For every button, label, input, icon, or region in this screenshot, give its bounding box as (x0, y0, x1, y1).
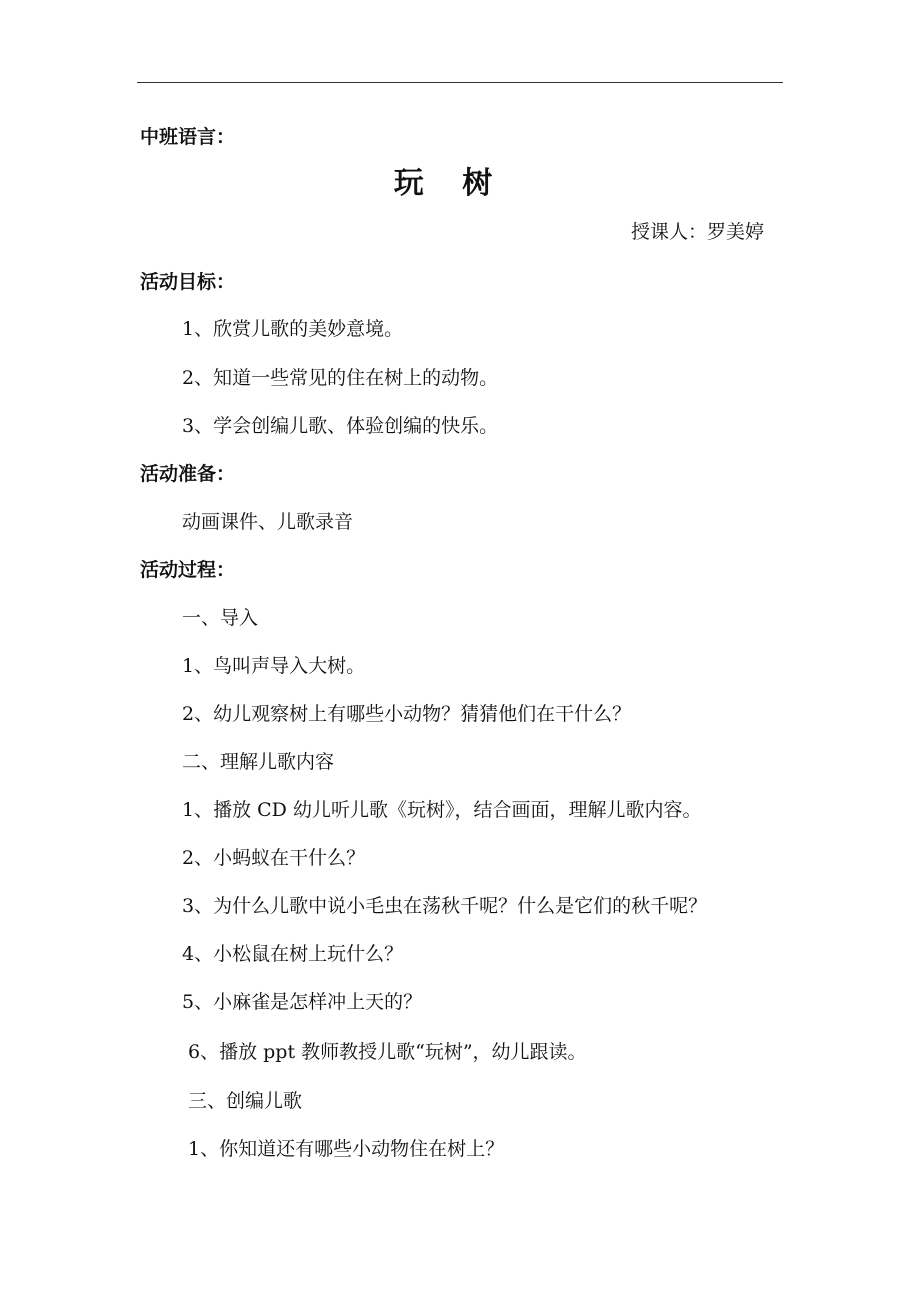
section2-item-6: 6、播放 ppt 教师教授儿歌“玩树”，幼儿跟读。 (188, 1041, 587, 1063)
section1-item-1: 1、鸟叫声导入大树。 (182, 655, 366, 677)
section2-item-3: 3、为什么儿歌中说小毛虫在荡秋千呢？什么是它们的秋千呢？ (182, 895, 708, 917)
section2-title: 二、理解儿歌内容 (182, 751, 335, 773)
section1-title: 一、导入 (182, 607, 259, 629)
goal-item-1: 1、欣赏儿歌的美妙意境。 (182, 318, 404, 340)
section3-item-1: 1、你知道还有哪些小动物住在树上？ (188, 1138, 505, 1160)
section3-title: 三、创编儿歌 (188, 1090, 303, 1112)
section2-item-5: 5、小麻雀是怎样冲上天的？ (182, 991, 423, 1013)
process-heading: 活动过程： (140, 559, 236, 581)
goal-item-2: 2、知道一些常见的住在树上的动物。 (182, 367, 499, 389)
header-rule (137, 82, 783, 83)
lecturer-line: 授课人：罗美婷 (630, 221, 764, 243)
section1-item-2: 2、幼儿观察树上有哪些小动物？猜猜他们在干什么？ (182, 703, 632, 725)
goals-heading: 活动目标： (140, 271, 236, 293)
preparation-heading: 活动准备： (140, 463, 236, 485)
section2-item-1: 1、播放 CD 幼儿听儿歌《玩树》，结合画面，理解儿歌内容。 (182, 799, 702, 821)
goal-item-3: 3、学会创编儿歌、体验创编的快乐。 (182, 415, 499, 437)
section2-item-4: 4、小松鼠在树上玩什么？ (182, 943, 404, 965)
preparation-text: 动画课件、儿歌录音 (182, 511, 354, 533)
section2-item-2: 2、小蚂蚁在干什么？ (182, 847, 366, 869)
page-title: 玩 树 (393, 166, 507, 201)
category-label: 中班语言： (140, 126, 236, 148)
